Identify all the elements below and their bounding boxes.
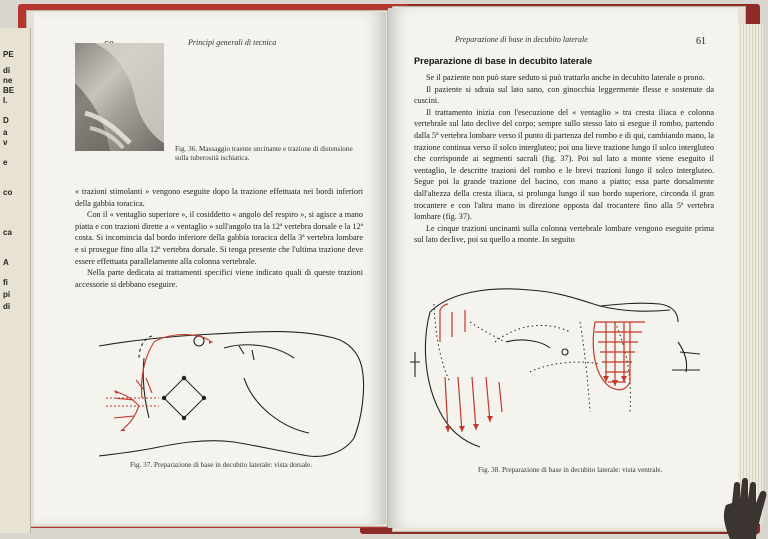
side-fragment: co <box>3 188 13 197</box>
side-fragment: pi <box>3 290 11 299</box>
side-fragment: A <box>3 258 9 267</box>
fig37-diagram <box>94 318 370 468</box>
side-fragment: fi <box>3 278 8 287</box>
right-paragraph: Se il paziente non può stare seduto si può trattarlo anche in decubito laterale o prono. <box>426 73 705 82</box>
side-fragment: di <box>3 302 11 311</box>
fig36-caption: Fig. 36. Massaggio traente uncinante e trazione di distensione sulla tuberosità ischiatica. <box>175 145 353 163</box>
hand-silhouette <box>716 475 768 539</box>
fig38-caption: Fig. 38. Preparazione di base in decubito laterale: vista ventrale. <box>478 466 663 474</box>
side-fragment: ca <box>3 228 12 237</box>
side-fragment: BE <box>3 86 15 95</box>
fig36-illustration <box>75 43 164 151</box>
running-header-right: Preparazione di base in decubito laterale <box>455 35 588 44</box>
fig37-caption: Fig. 37. Preparazione di base in decubito laterale: vista dorsale. <box>130 461 313 469</box>
side-fragment: a <box>3 128 8 137</box>
fig36-photo <box>75 43 164 151</box>
left-paragraph: Con il « ventaglio superiore », il cosiddetto « angolo del respiro », si agisce a mano piatta e con trazioni dirette a « ventaglio » sull'angolo tra la 12ª vertebra dorsale e la 12ª costa. Si incomincia dal bordo inferiore della gabbia toracica della 3ª vertebra lombare e si prosegue fino alla 12ª vertebra dorsale. Si tenga presente che l'ultima trazione deve essere effettuata parallelamente alla colonna vertebrale. <box>75 210 363 266</box>
side-fragment: v <box>3 138 8 147</box>
adjacent-book <box>0 28 31 533</box>
side-fragment: PE <box>3 50 14 59</box>
right-paragraph: Il trattamento inizia con l'esecuzione del « ventaglio » tra cresta iliaca e colonna vertebrale sul lato declive del corpo; sempre sullo stesso lato si esegue il rombo, partendo dalla 5ª vertebra lombare verso il punto di partenza del rombo e di qui, cambiando mano, la trazione continua verso il solco intergluteo; poi una lieve trazione lungo il solco intergluteo che corrisponde ai segmenti sacrali (fig. 37). Poi sul lato a monte viene eseguito il ventaglio, le descritte trazioni del rombo e le brevi trazioni lungo il solco intergluteo. Segue poi la grande trazione del bacino, con mano a piatto; essa parte dorsalmente dall'altezza della cresta iliaca, si prolunga lungo il suo bordo superiore, circonda il gran trocantere e con l'altra mano in direzione opposta dal trocantere fino alla 5ª vertebra lombare (fig. 37). <box>414 107 714 222</box>
fig38-diagram <box>410 282 700 452</box>
left-paragraph: « trazioni stimolanti » vengono eseguite dopo la trazione effettuata nei bordi inferiori della gabbia toracica. <box>75 187 363 208</box>
page-number-right: 61 <box>696 36 706 47</box>
right-body-text <box>414 72 714 246</box>
section-title: Preparazione di base in decubito laterale <box>414 56 593 66</box>
side-fragment: ne <box>3 76 13 85</box>
left-body-text <box>75 186 363 290</box>
left-paragraph: Nella parte dedicata ai trattamenti specifici viene indicato quali di queste trazioni accessorie si debbano eseguire. <box>75 268 363 289</box>
side-fragment: I. <box>3 96 8 105</box>
right-paragraph: Le cinque trazioni uncinanti sulla colonna vertebrale lombare vengono eseguite prima sul lato declive, poi su quello a monte. In seguito <box>414 223 714 245</box>
right-paragraph: Il paziente si sdraia sul lato sano, con ginocchia leggermente flesse e sostenute da cuscini. <box>414 84 714 106</box>
side-fragment: D <box>3 116 9 125</box>
running-header-left: Principi generali di tecnica <box>188 38 277 47</box>
page-edges <box>735 24 763 524</box>
side-fragment: di <box>3 66 11 75</box>
side-fragment: e <box>3 158 8 167</box>
